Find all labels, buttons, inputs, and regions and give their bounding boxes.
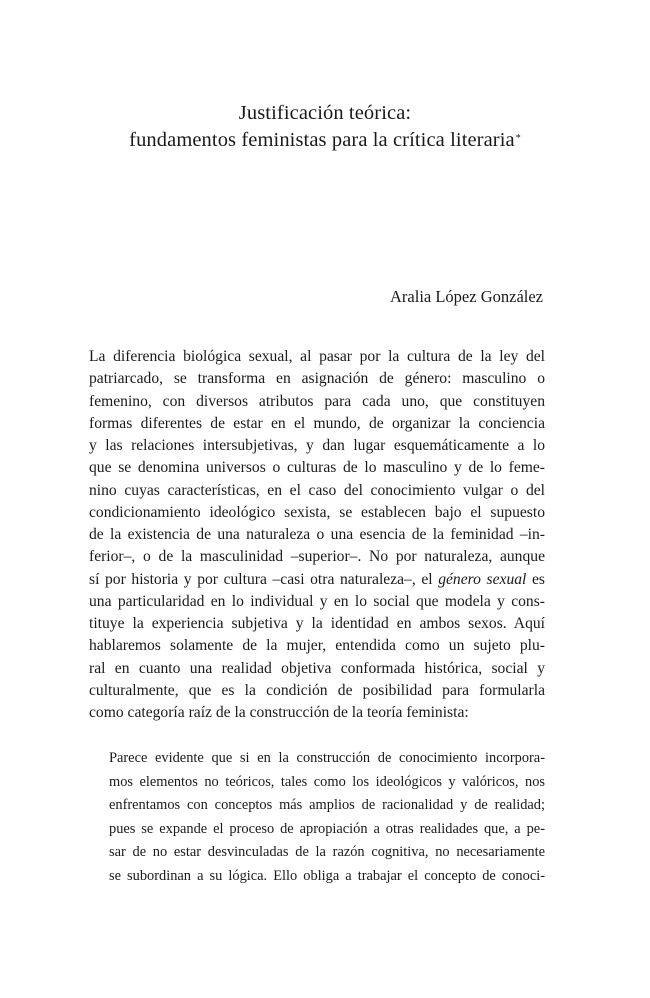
author-name: Aralia López González (390, 287, 543, 306)
footnote-mark[interactable]: * (515, 133, 521, 144)
paragraph-line: ral en cuanto una realidad objetiva conformada histórica, social y (89, 659, 545, 677)
paragraph-line: tituye la experiencia subjetiva y la identidad en ambos sexos. Aquí (89, 615, 545, 632)
paragraph-line: de la existencia de una naturaleza o una esencia de la feminidad –in- (89, 526, 545, 543)
quote-line: mos elementos no teóricos, tales como los ideológicos y valóricos, nos (109, 773, 545, 790)
paragraph-line: nino cuyas características, en el caso del conocimiento vulgar o del (89, 481, 545, 499)
italic-term: género sexual (438, 570, 527, 588)
title-line-1: Justificación teórica: (238, 102, 412, 124)
paragraph-line: una particularidad en lo individual y en lo social que modela y cons- (89, 592, 545, 610)
quote-line: Parece evidente que si en la construcción de conocimiento incorpora- (109, 750, 545, 766)
line-text-after: es (526, 570, 545, 588)
paragraph-line: patriarcado, se transforma en asignación de género: masculino o (89, 370, 545, 388)
quote-line: sar de no estar desvinculadas de la razón cognitiva, no necesariamente (109, 844, 545, 860)
title-line-2-text: fundamentos feministas para la crítica literaria (129, 129, 515, 151)
paragraph-line: condicionamiento ideológico sexista, se establecen bajo el supuesto (89, 503, 545, 521)
paragraph-line: La diferencia biológica sexual, al pasar por la cultura de la ley del (89, 348, 545, 365)
paragraph-line: hablaremos solamente de la mujer, entendida como un sujeto plu- (89, 637, 545, 655)
paragraph-line-with-italic (89, 569, 545, 591)
paragraph-line: ferior–, o de la masculinidad –superior–. No por naturaleza, aunque (89, 548, 545, 566)
chapter-title (60, 100, 590, 154)
paragraph-line: femenino, con diversos atributos para cada uno, que constituyen (89, 392, 545, 410)
paragraph-line-last: como categoría raíz de la construcción de la teoría feminista: (89, 704, 469, 721)
quote-line: enfrentamos con conceptos más amplios de racionalidad y de realidad; (109, 797, 545, 813)
paragraph-line: culturalmente, que es la condición de posibilidad para formularla (89, 681, 545, 699)
quote-line: se subordinan a su lógica. Ello obliga a trabajar el concepto de conoci- (109, 867, 545, 884)
paragraph-line: que se denomina universos o culturas de lo masculino y de lo feme- (89, 459, 545, 477)
line-text-before: sí por historia y por cultura –casi otra naturaleza–, el (89, 570, 439, 588)
title-line-2 (60, 127, 590, 154)
body-paragraph (89, 346, 545, 724)
block-quote (109, 747, 545, 888)
paragraph-line: formas diferentes de estar en el mundo, de organizar la conciencia (89, 414, 545, 432)
paragraph-line: y las relaciones intersubjetivas, y dan lugar esquemáticamente a lo (89, 437, 545, 454)
quote-line: pues se expande el proceso de apropiación a otras realidades que, a pe- (109, 820, 545, 837)
